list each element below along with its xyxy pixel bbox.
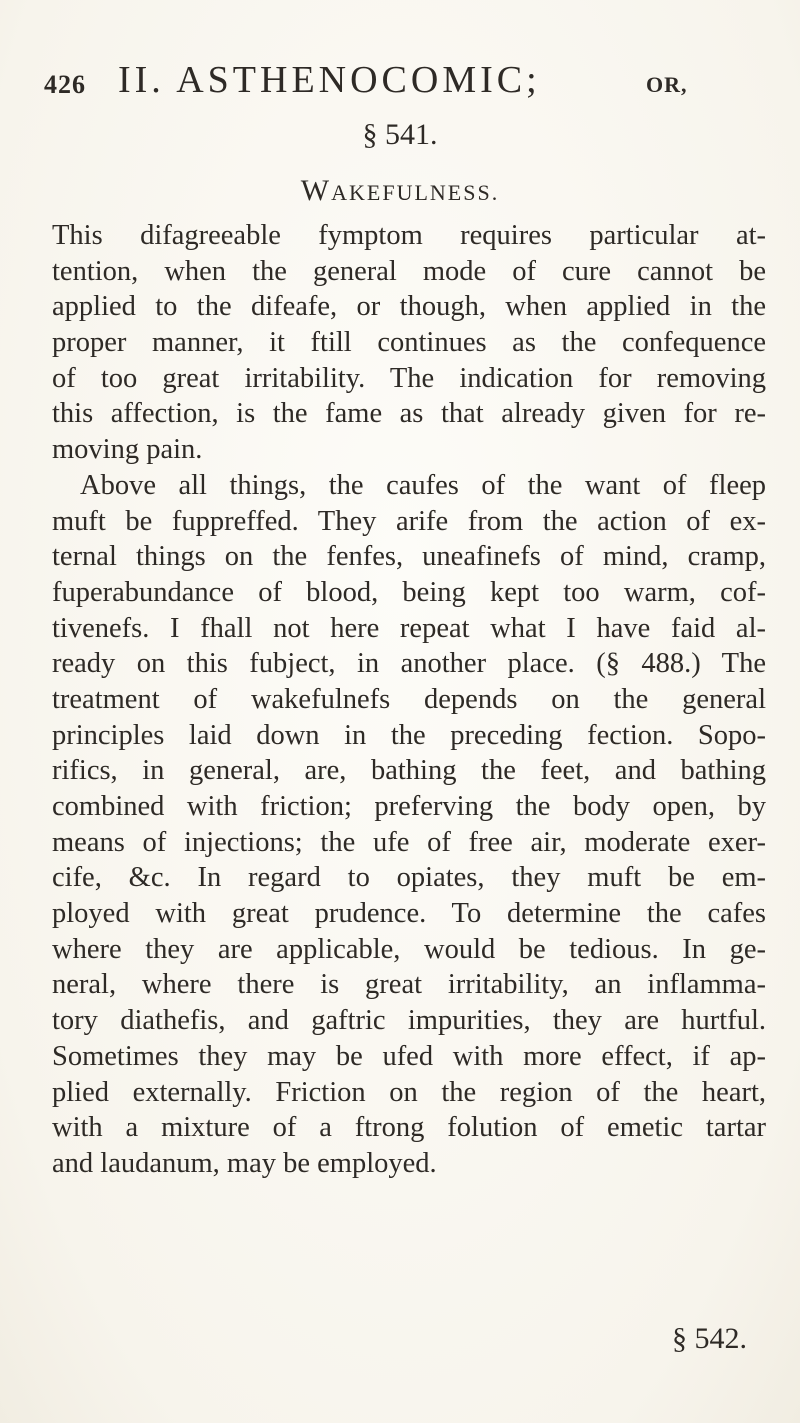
section-title <box>0 174 800 208</box>
text-line: ready on this fubject, in another place. (§ 488.) The <box>52 648 766 680</box>
text-line: muft be fuppreffed. They arife from the action of ex- <box>52 505 766 537</box>
running-head: II. ASTHENOCOMIC; <box>118 59 541 101</box>
text-line: ternal things on the fenfes, uneafinefs of mind, cramp, <box>52 541 766 573</box>
page-header <box>44 58 764 108</box>
text-line: of too great irritability. The indication for removing <box>52 362 766 394</box>
text-line: applied to the difeafe, or though, when applied in the <box>52 291 766 323</box>
text-line: means of injections; the ufe of free air, moderate exer- <box>52 826 766 858</box>
page-number: 426 <box>44 70 86 99</box>
catchword: § 542. <box>672 1322 747 1355</box>
section-title-rest: AKEFULNESS. <box>331 180 500 205</box>
text-line: tory diathefis, and gaftric impurities, they are hurtful. <box>52 1005 766 1037</box>
text-line: and laudanum, may be employed. <box>52 1147 437 1179</box>
text-line: plied externally. Friction on the region of the heart, <box>52 1076 766 1108</box>
text-line: this affection, is the fame as that already given for re- <box>52 398 766 430</box>
text-line: ployed with great prudence. To determine the cafes <box>52 898 766 930</box>
running-head-tail: OR, <box>646 72 688 97</box>
section-number: § 541. <box>362 118 438 151</box>
body-text <box>52 218 766 1182</box>
text-line: tention, when the general mode of cure cannot be <box>52 255 766 287</box>
text-line: with a mixture of a ftrong folution of emetic tartar <box>52 1112 766 1144</box>
section-title-initial: W <box>300 174 332 207</box>
text-line: Sometimes they may be ufed with more effect, if ap- <box>52 1040 766 1072</box>
text-line: neral, where there is great irritability, an inflamma- <box>52 969 766 1001</box>
text-line: tivenefs. I fhall not here repeat what I have faid al- <box>52 612 766 644</box>
text-line: moving pain. <box>52 434 203 466</box>
text-line: cife, &c. In regard to opiates, they muft be em- <box>52 862 766 894</box>
text-line: This difagreeable fymptom requires particular at- <box>52 220 766 251</box>
text-line: combined with friction; preferving the body open, by <box>52 791 766 822</box>
text-line: Above all things, the caufes of the want of fleep <box>80 469 766 501</box>
text-line: principles laid down in the preceding fection. Sopo- <box>52 719 766 751</box>
text-line: rifics, in general, are, bathing the feet, and bathing <box>52 755 766 787</box>
text-line: proper manner, it ftill continues as the confequence <box>52 327 766 359</box>
text-line: where they are applicable, would be tedious. In ge- <box>52 933 766 965</box>
text-line: treatment of wakefulnefs depends on the general <box>52 683 766 715</box>
text-line: fuperabundance of blood, being kept too warm, cof- <box>52 576 766 608</box>
